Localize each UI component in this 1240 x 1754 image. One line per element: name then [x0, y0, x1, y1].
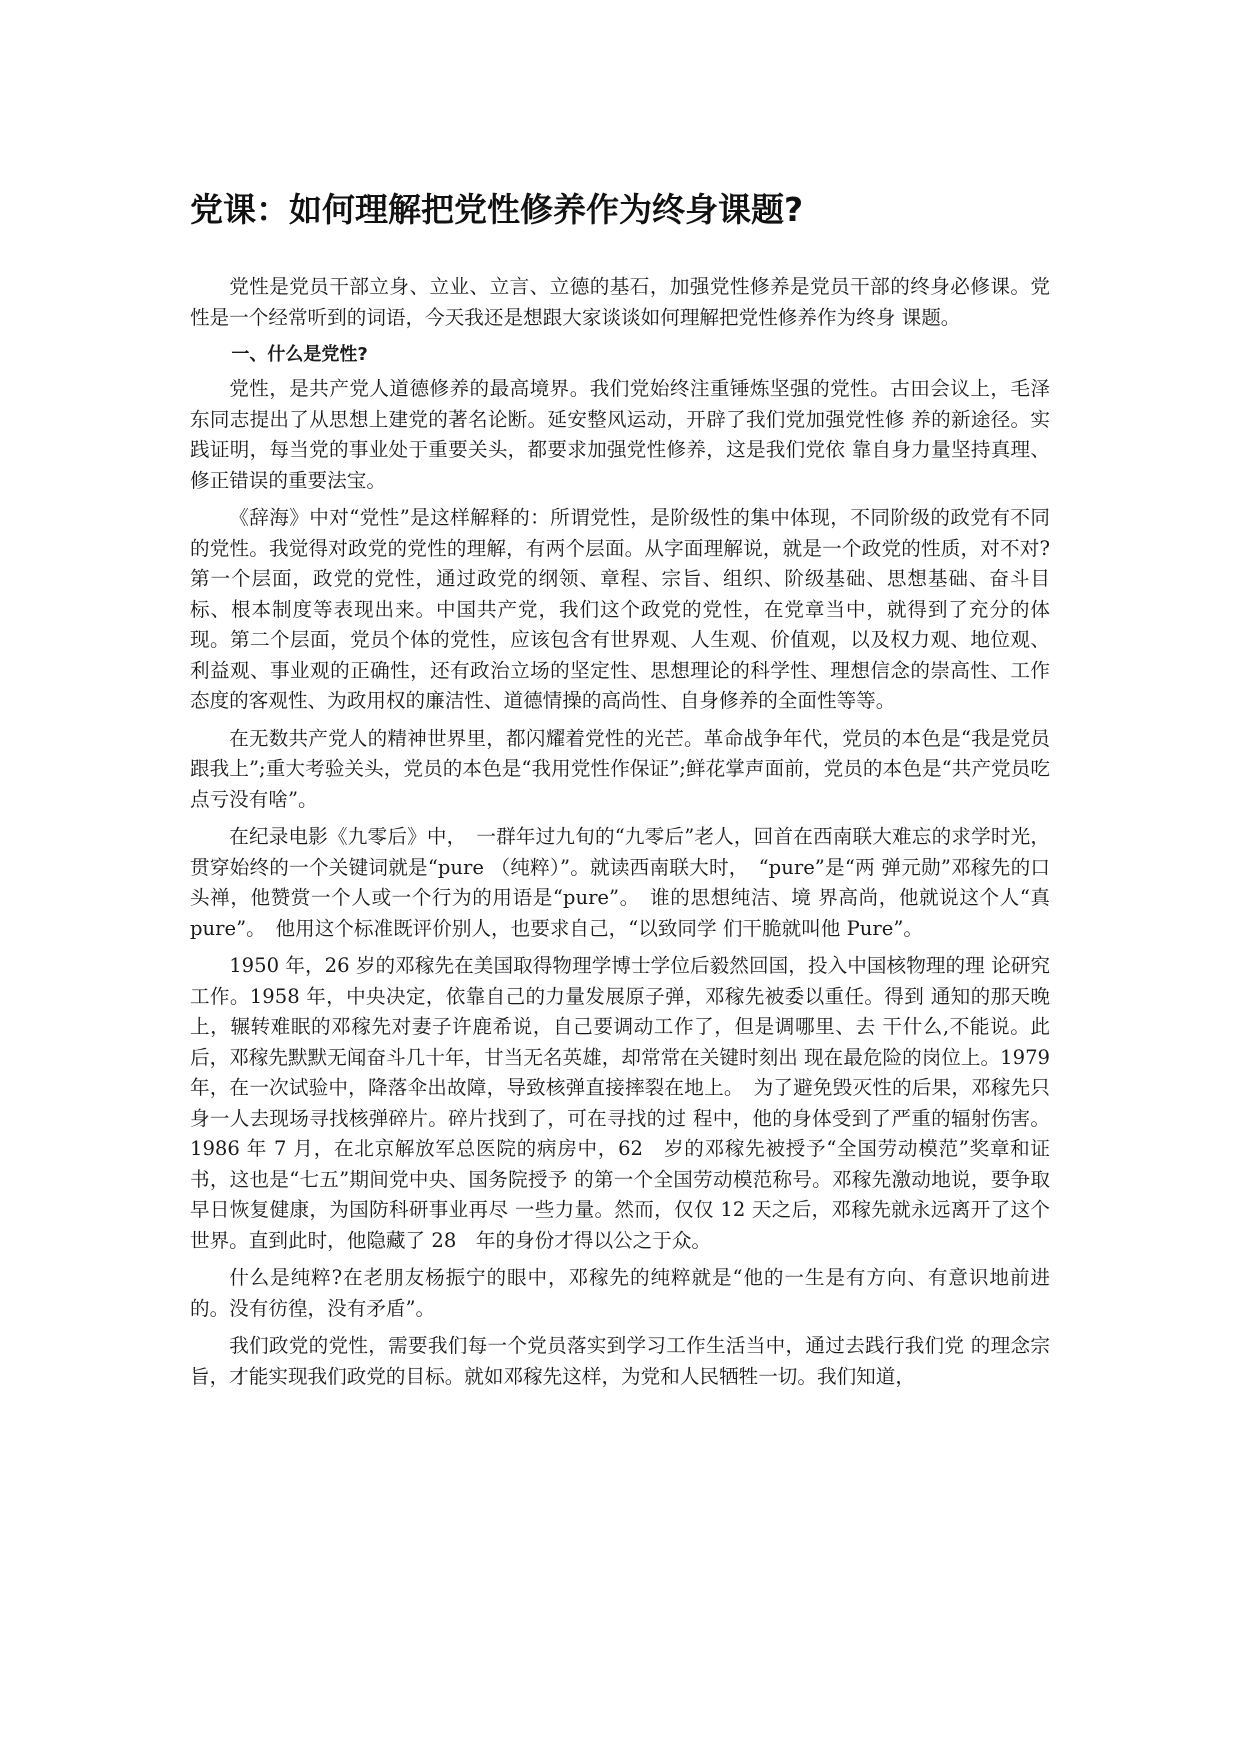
document-page: [190, 188, 1050, 1399]
body-paragraph-3: 在无数共产党人的精神世界里，都闪耀着党性的光芒。革命战争年代，党员的本色是“我是党员跟我上”;重大考验关头，党员的本色是“我用党性作保证”;鲜花掌声面前，党员的本色是“共产党员吃点亏没有啥”。: [190, 726, 1050, 811]
body-paragraph-1: 党性，是共产党人道德修养的最高境界。我们党始终注重锤炼坚强的党性。古田会议上，毛泽东同志提出了从思想上建党的著名论断。延安整风运动，开辟了我们党加强党性修 养的新途径。实践证明，每当党的事业处于重要关头，都要求加强党性修养，这是我们党依 靠自身力量坚持真理、修正错误的重要法宝。: [190, 377, 1050, 492]
intro-paragraph: 党性是党员干部立身、立业、立言、立德的基石，加强党性修养是党员干部的终身必修课。党性是一个经常听到的词语，今天我还是想跟大家谈谈如何理解把党性修养作为终身 课题。: [190, 275, 1050, 329]
body-paragraph-2: 《辞海》中对“党性”是这样解释的：所谓党性，是阶级性的集中体现，不同阶级的政党有不同的党性。我觉得对政党的党性的理解，有两个层面。从字面理解说，就是一个政党的性质，对不对?第一个层面，政党的党性，通过政党的纲领、章程、宗旨、组织、阶级基础、思想基础、奋斗目标、根本制度等表现出来。中国共产党，我们这个政党的党性，在党章当中，就得到了充分的体现。第二个层面，党员个体的党性，应该包含有世界观、人生观、价值观，以及权力观、地位观、利益观、事业观的正确性，还有政治立场的坚定性、思想理论的科学性、理想信念的崇高性、工作态度的客观性、为政用权的廉洁性、道德情操的高尚性、自身修养的全面性等等。: [190, 506, 1050, 712]
body-paragraph-6: 什么是纯粹?在老朋友杨振宁的眼中，邓稼先的纯粹就是“他的一生是有方向、有意识地前进的。没有彷徨，没有矛盾”。: [190, 1266, 1050, 1320]
body-paragraph-5: 1950 年，26 岁的邓稼先在美国取得物理学博士学位后毅然回国，投入中国核物理的理 论研究工作。1958 年，中央决定，依靠自己的力量发展原子弹，邓稼先被委以重任。得到 通知的那天晚上，辗转难眠的邓稼先对妻子许鹿希说，自己要调动工作了，但是调哪里、去 干什么,不能说。此后，邓稼先默默无闻奋斗几十年，甘当无名英雄，却常常在关键时刻出 现在最危险的岗位上。1979 年，在一次试验中，降落伞出故障，导致核弹直接摔裂在地上。 为了避免毁灭性的后果，邓稼先只身一人去现场寻找核弹碎片。碎片找到了，可在寻找的过 程中，他的身体受到了严重的辐射伤害。1986 年 7 月，在北京解放军总医院的病房中，62 岁的邓稼先被授予“全国劳动模范”奖章和证书，这也是“七五”期间党中央、国务院授予 的第一个全国劳动模范称号。邓稼先激动地说，要争取早日恢复健康，为国防科研事业再尽 一些力量。然而，仅仅 12 天之后，邓稼先就永远离开了这个世界。直到此时，他隐藏了 28 年的身份才得以公之于众。: [190, 954, 1050, 1252]
section-heading-1: 一、什么是党性?: [231, 344, 368, 365]
document-title: 党课：如何理解把党性修养作为终身课题?: [190, 190, 804, 229]
body-paragraph-7: 我们政党的党性，需要我们每一个党员落实到学习工作生活当中，通过去践行我们党 的理念宗旨，才能实现我们政党的目标。就如邓稼先这样，为党和人民牺牲一切。我们知道，: [190, 1334, 1050, 1388]
body-paragraph-4: 在纪录电影《九零后》中， 一群年过九旬的“九零后”老人，回首在西南联大难忘的求学时光，贯穿始终的一个关键词就是“pure （纯粹）”。就读西南联大时， “pure”是“两 弹元勋”邓稼先的口头禅，他赞赏一个人或一个行为的用语是“pure”。 谁的思想纯洁、境 界高尚，他就说这个人“真 pure”。 他用这个标准既评价别人，也要求自己，“以致同学 们干脆就叫他 Pure”。: [190, 825, 1050, 940]
